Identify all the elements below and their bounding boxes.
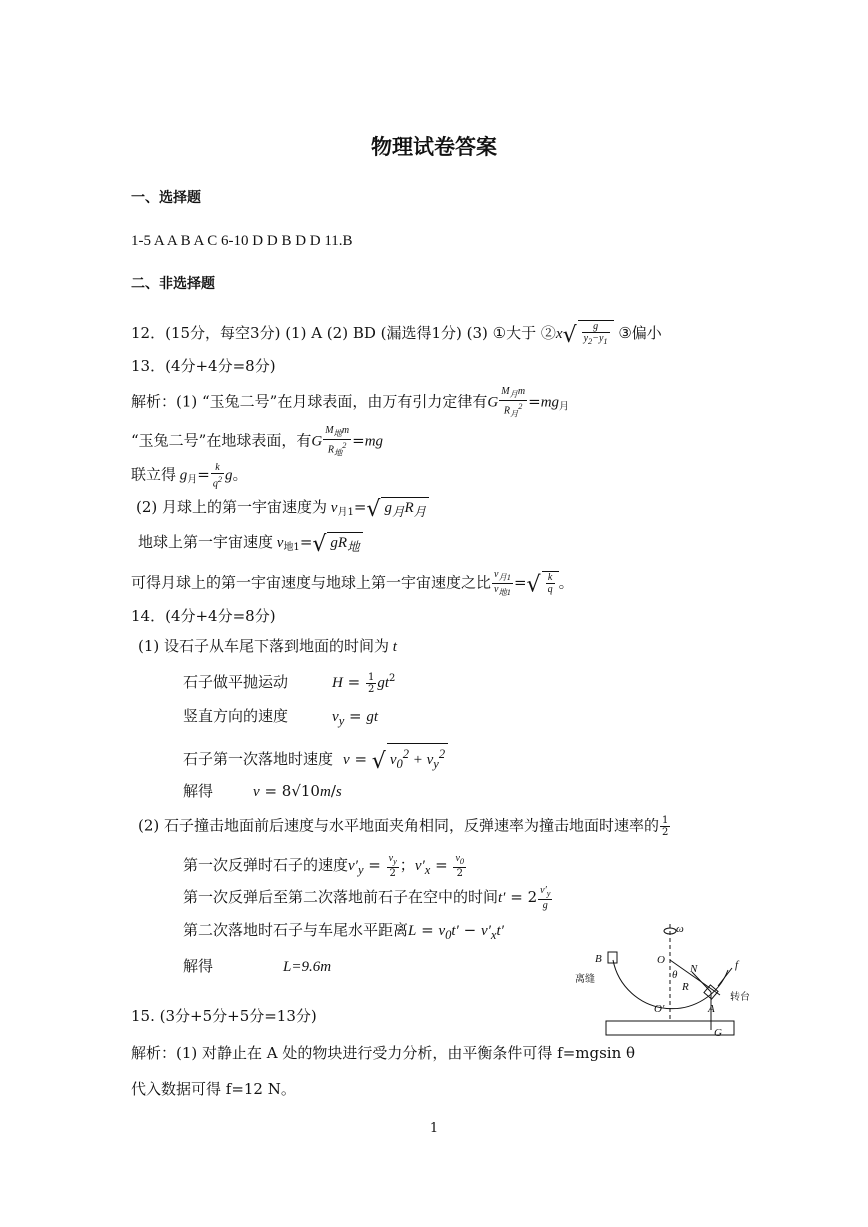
o-prime-label: O′ xyxy=(654,1003,665,1015)
q13-line2: “玉兔二号”在地球表面，有G $\frac{M_地m}{R_地^2}$ =mg xyxy=(131,425,384,458)
gap-label: 离缝 xyxy=(575,974,595,985)
q12-line: 12．(15分，每空3分) (1) A (2) BD (漏选得1分) (3) ①大于 ②x√ $\frac{g}{y_2-y_1}$ ③偏小 xyxy=(131,321,662,348)
n-label: N xyxy=(690,963,698,975)
q14-t3: 第二次落地时石子与车尾水平距离$L = v_0t' - v'_xt'$ xyxy=(183,921,504,942)
q14-step3: 石子第一次落地时速度 v = √ $v_0^2 + v_y^2$ xyxy=(183,743,448,774)
r-label: R xyxy=(682,981,689,993)
b-label: B xyxy=(595,953,602,965)
q13-head: 13．(4分+4分=8分) xyxy=(131,357,276,375)
omega-label: ω xyxy=(676,923,684,935)
q14-t4: 解得 L=9.6m xyxy=(183,957,332,975)
q14-part1: (1) 设石子从车尾下落到地面的时间为 t xyxy=(138,637,397,655)
q14-step1: 石子做平抛运动 H = $\frac{1}{2}$ $gt^2$ xyxy=(183,671,396,695)
page-number: 1 xyxy=(429,1121,439,1136)
q14-step4: 解得 v = 8√10m/s xyxy=(183,782,342,800)
q14-part2: (2) 石子撞击地面前后速度与水平地面夹角相同，反弹速率为撞击地面时速率的 $\frac{1}{2}$ xyxy=(138,815,669,838)
section-choice: 一、选择题 xyxy=(131,190,201,206)
q13-line4: (2) 月球上的第一宇宙速度为 $v_{月1}=√$ $g_月R_月$ xyxy=(136,497,429,523)
g-label: G xyxy=(714,1027,722,1039)
q14-head: 14．(4分+4分=8分) xyxy=(131,607,276,625)
page-title: 物理试卷答案 xyxy=(371,135,497,159)
section-nonchoice: 二、非选择题 xyxy=(131,276,215,292)
q15-line2: 代入数据可得 f=12 N。 xyxy=(131,1080,296,1098)
q15-head: 15. (3分+5分+5分=13分) xyxy=(131,1007,317,1025)
q13-line1: 解析：(1) “玉兔二号”在月球表面，由万有引力定律有G $\frac{M_月m}{R_月^2}$ $=mg_月$ xyxy=(131,386,570,419)
turntable-label: 转台 xyxy=(730,992,750,1003)
q13-line3: 联立得 $g_月=$ $\frac{k}{q^2}$ g。 xyxy=(131,462,248,490)
q13-line5: 地球上第一宇宙速度 $v_{地1}=√$ $gR_地$ xyxy=(138,532,363,558)
rotating-bowl-figure xyxy=(570,920,770,1042)
theta-label: θ xyxy=(672,969,678,981)
q14-t2: 第一次反弹后至第二次落地前石子在空中的时间t′ = 2 $\frac{v'_y}{g}$ xyxy=(183,885,551,911)
q14-step2: 竖直方向的速度 $v_y$ = gt xyxy=(183,707,379,728)
f-label: f xyxy=(735,959,739,971)
q14-t1: 第一次反弹时石子的速度$v'_y$ = $\frac{v_y}{2}$ ；$v'_x$ = $\frac{v_0}{2}$ xyxy=(183,853,465,879)
a-label: A xyxy=(708,1003,715,1015)
q15-line1: 解析：(1) 对静止在 A 处的物块进行受力分析，由平衡条件可得 f=mgsin θ xyxy=(131,1044,636,1062)
o-label: O xyxy=(657,954,665,966)
q13-line6: 可得月球上的第一宇宙速度与地球上第一宇宙速度之比 $\frac{v_{月1}}{v_{地1}}$ =√ $\frac{k}{q}$ 。 xyxy=(131,569,574,598)
choice-answers: 1-5 A A B A C 6-10 D D B D D 11.B xyxy=(131,233,353,249)
